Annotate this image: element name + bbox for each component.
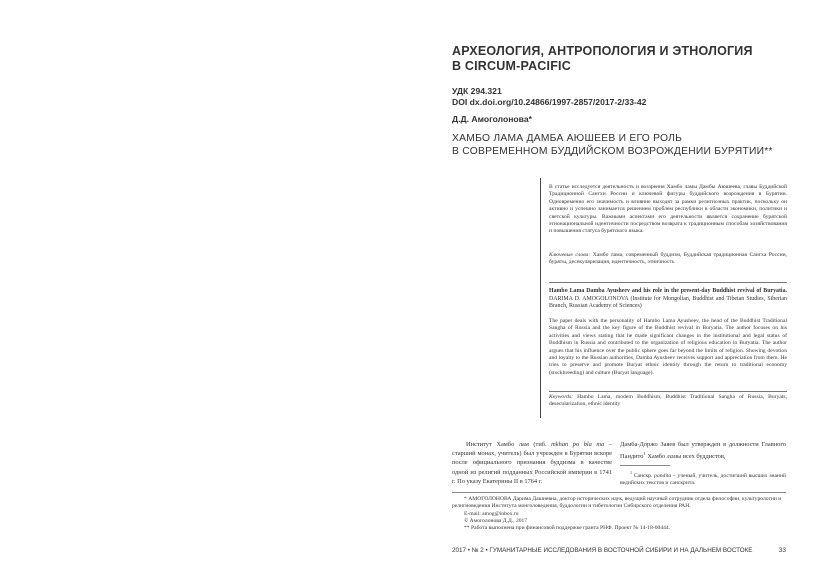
notes-divider	[452, 492, 786, 493]
footnote-text: – ученый, учитель, достигший высших знаний ведийских текстов и санскрита.	[620, 472, 787, 487]
journal-title-line1: АРХЕОЛОГИЯ, АНТРОПОЛОГИЯ И ЭТНОЛОГИЯ	[452, 44, 753, 58]
abstract-box	[540, 178, 789, 418]
body-left-tibetan: mkhan po bla ma	[551, 441, 605, 448]
body-column-left	[452, 440, 612, 486]
author-name: Д.Д. Амоголонова*	[452, 114, 532, 124]
abstract-en-title: Hambo Lama Damba Ayusheev and his role in the present-day Buddhist revival of Buryatia.	[549, 288, 787, 294]
keywords-ru	[549, 252, 787, 267]
body-right-start: Дамба-Доржо Заяев был утвержден в должности Главного Пандито	[620, 441, 786, 461]
article-title-line1: ХАМБО ЛАМА ДАМБА АЮШЕЕВ И ЕГО РОЛЬ	[452, 133, 683, 144]
abstract-en: The paper deals with the personality of Hambo Lama Ayusheev, the head of the Buddhist Traditional Sangha of Russia and the key figure of the Buddhist revival in Buryatia. The author focuses on his activities and views stating that he made significant changes in the institutional and legal status of Buddhism in Russia and contributed to the organization of religious education in Buryatia. The author argues that his influence over the public sphere goes far beyond the limits of religion. Showing devotion and loyalty to the Russian authorities, Damba Ayusheev receives support and appreciation from them. He tries to preserve and promote Buryat ethnic identity through the return to traditional economy (stockbreeding) and culture (Buryat language).	[549, 318, 787, 376]
keywords-en	[549, 394, 787, 409]
journal-section-title	[452, 44, 792, 74]
body-right-lama: ламы	[666, 453, 682, 461]
grant-note: ** Работа выполнена при финансовой поддержке гранта РНФ. Проект № 14-18-00444.	[464, 525, 671, 532]
abstract-en-affiliation: DARIMA D. AMOGOLONOVA (Institute for Mongolian, Buddhist and Tibetan Studies, Siberian Branch, Russian Academy of Sciences)	[549, 295, 787, 310]
body-right-mid: Хамбо	[647, 453, 666, 461]
footnote-term: pandita	[654, 472, 672, 479]
udk-code: УДК 294.321	[452, 86, 502, 96]
author-info: * АМОГОЛОНОВА Дарима Дашиевна, доктор исторических наук, ведущий научный сотрудник отдела философии, культурологии и религиоведения Института монголоведения, буддологии и тибетологии Сибирского отделения РАН.	[452, 496, 782, 510]
article-title-line2: В СОВРЕМЕННОМ БУДДИЙСКОМ ВОЗРОЖДЕНИИ БУРЯТИИ**	[452, 145, 773, 157]
body-left-start: Институт Хамбо лам (тиб.	[466, 441, 547, 448]
footnote-number: 1	[630, 470, 632, 475]
abstract-divider	[549, 282, 787, 283]
keywords-ru-text: Хамбо лама, современный буддизм, Буддийская традиционная Сангха России, буряты, десекуляризация, идентичность, этничность	[549, 252, 787, 266]
footnote-divider	[620, 465, 670, 466]
footnote-ref[interactable]: 1	[643, 451, 646, 457]
abstract-ru: В статье исследуется деятельность и воззрения Хамбо ламы Дамбы Аюшеева, главы Буддийской Традиционной Сангхи России и ключевой фигуры буддийского возрождения в Бурятии. Одновременно его значимость и влияние выходят за рамки религиозных практик, поскольку он активно и успешно занимается решением проблем республики в области экономики, политики и светской культуры. Важными аспектами его деятельности является сохранение бурятской этнонациональной идентичности посредством возврата к традиционным способам хозяйствования и повышения статуса бурятского языка.	[549, 184, 787, 235]
journal-title-line2: В CIRCUM-PACIFIC	[452, 59, 571, 73]
author-notes	[452, 496, 786, 532]
author-email[interactable]: E-mail: amog@inbox.ru	[464, 510, 519, 517]
keywords-divider	[549, 391, 787, 392]
body-left-rest: – старший монах, учитель) был учрежден в Бурятии вскоре после официального признания буддизма в качестве одной из религий подданных Российской империи в 1741 г. По указу Екатерины II в 1764 г.	[452, 441, 612, 485]
keywords-en-label: Keywords:	[549, 394, 574, 400]
copyright: © Амоголонова Д.Д., 2017	[464, 517, 528, 524]
footnote-label: Санскр.	[633, 472, 653, 479]
page-footer: 2017 • № 2 • ГУМАНИТАРНЫЕ ИССЛЕДОВАНИЯ В ВОСТОЧНОЙ СИБИРИ И НА ДАЛЬНЕМ ВОСТОКЕ	[452, 547, 753, 554]
doi-link[interactable]: DOI dx.doi.org/10.24866/1997-2857/2017-2/33-42	[452, 97, 647, 107]
article-identifiers	[452, 86, 646, 108]
abstract-en-heading	[549, 288, 787, 311]
page-number: 33	[778, 547, 786, 554]
body-right-rest: всех буддистов,	[682, 453, 726, 461]
keywords-en-text: Hambo Lama, modern Buddhism, Buddhist Traditional Sangha of Russia, Buryats, desecularization, ethnic identity	[549, 394, 787, 408]
footnote	[620, 469, 786, 488]
keywords-ru-label: Ключевые слова:	[549, 252, 591, 258]
article-title	[452, 133, 792, 158]
body-column-right	[620, 440, 786, 462]
